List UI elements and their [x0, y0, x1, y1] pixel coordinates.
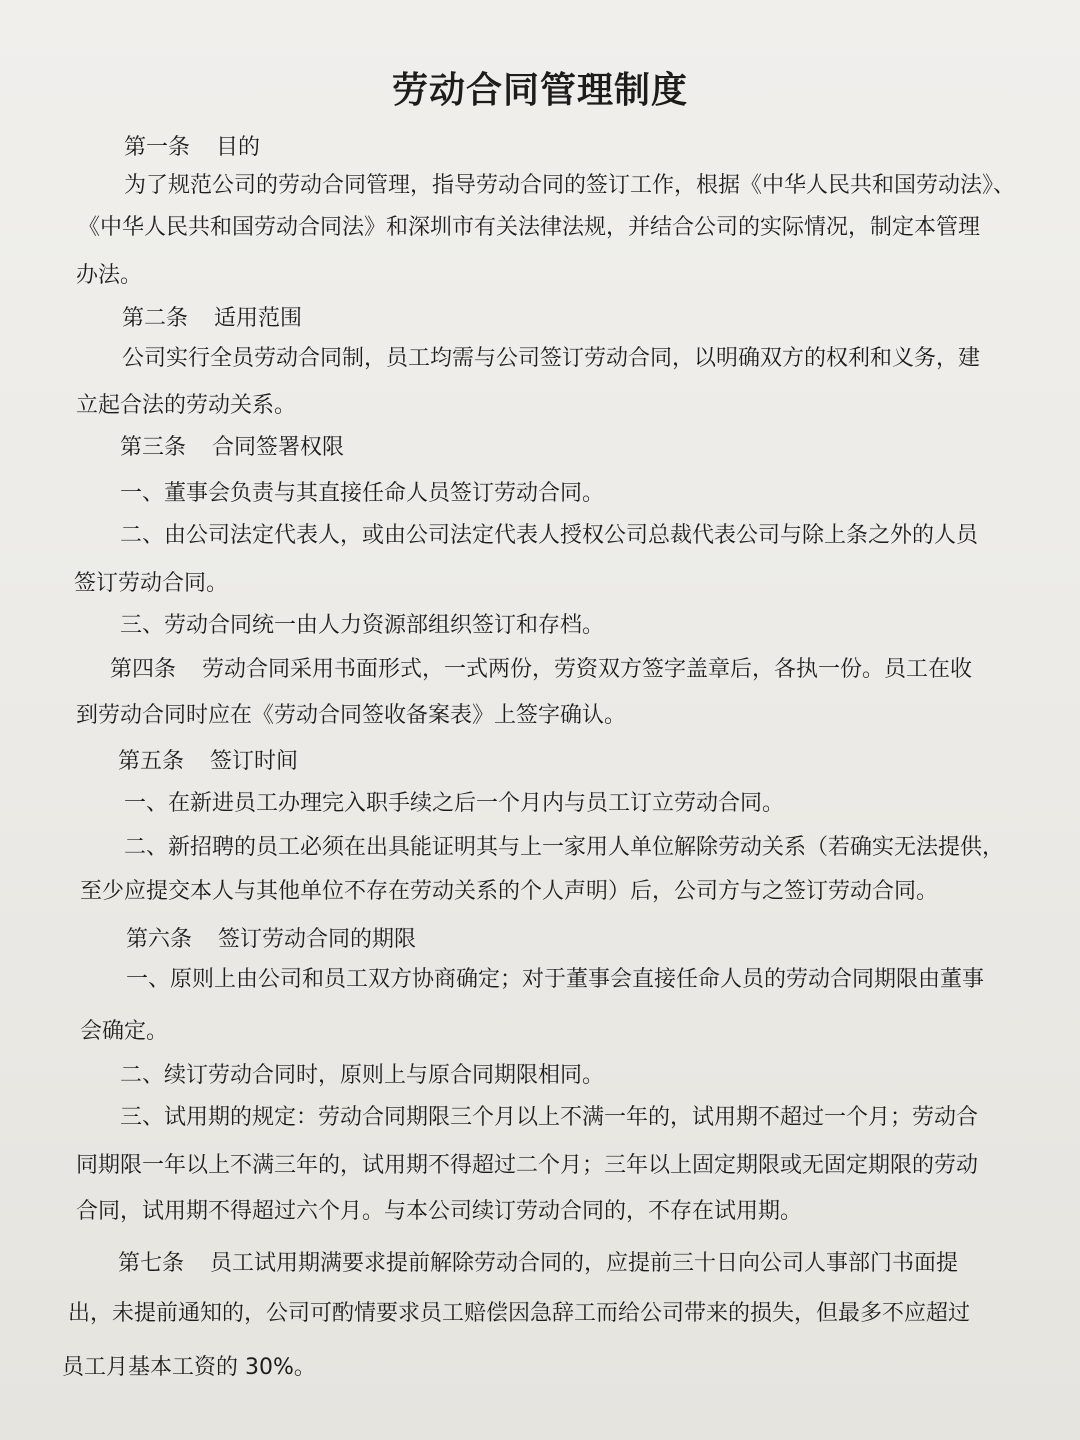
- article-number: 第一条: [124, 135, 191, 160]
- article-title: 合同签署权限: [212, 435, 345, 460]
- paragraph-line: 二、续订劳动合同时，原则上与原合同期限相同。: [120, 1063, 605, 1088]
- article-3-heading: [120, 434, 344, 462]
- article-7-heading: [118, 1250, 958, 1278]
- article-number: 第四条: [110, 657, 177, 682]
- article-number: 第二条: [122, 306, 189, 331]
- paragraph-line: 为了规范公司的劳动合同管理，指导劳动合同的签订工作，根据《中华人民共和国劳动法》、: [124, 173, 1016, 198]
- document-title: 劳动合同管理制度: [391, 70, 688, 111]
- article-title: 劳动合同采用书面形式，一式两份，劳资双方签字盖章后，各执一份。员工在收: [202, 657, 973, 682]
- paragraph-line: 合同，试用期不得超过六个月。与本公司续订劳动合同的，不存在试用期。: [76, 1199, 803, 1224]
- paragraph-line: 出，未提前通知的，公司可酌情要求员工赔偿因急辞工而给公司带来的损失，但最多不应超过: [68, 1301, 971, 1326]
- paragraph-line: 二、由公司法定代表人，或由公司法定代表人授权公司总裁代表公司与除上条之外的人员: [120, 523, 979, 548]
- article-number: 第七条: [118, 1251, 185, 1276]
- paragraph-line: 三、试用期的规定：劳动合同期限三个月以上不满一年的，试用期不超过一个月；劳动合: [120, 1105, 979, 1130]
- article-title: 签订劳动合同的期限: [218, 927, 417, 952]
- paragraph-line: 签订劳动合同。: [74, 571, 229, 596]
- article-title: 目的: [216, 135, 261, 160]
- article-4-heading: [110, 656, 972, 684]
- article-5-heading: [118, 748, 298, 776]
- article-6-heading: [126, 926, 416, 954]
- paragraph-line: 办法。: [76, 263, 143, 288]
- paragraph-line: 公司实行全员劳动合同制，员工均需与公司签订劳动合同，以明确双方的权利和义务，建: [122, 346, 981, 371]
- paragraph-line: 至少应提交本人与其他单位不存在劳动关系的个人声明）后，公司方与之签订劳动合同。: [80, 879, 939, 904]
- article-2-heading: [122, 305, 302, 333]
- article-title: 员工试用期满要求提前解除劳动合同的，应提前三十日向公司人事部门书面提: [210, 1251, 959, 1276]
- article-number: 第六条: [126, 927, 193, 952]
- paragraph-line: 同期限一年以上不满三年的，试用期不得超过二个月；三年以上固定期限或无固定期限的劳动: [76, 1153, 979, 1178]
- article-title: 适用范围: [214, 306, 303, 331]
- paragraph-line: 一、董事会负责与其直接任命人员签订劳动合同。: [120, 481, 605, 506]
- paragraph-line: 到劳动合同时应在《劳动合同签收备案表》上签字确认。: [76, 703, 627, 728]
- paragraph-line: 《中华人民共和国劳动合同法》和深圳市有关法律法规，并结合公司的实际情况，制定本管理: [78, 215, 981, 240]
- article-1-heading: [124, 134, 260, 162]
- article-number: 第五条: [118, 749, 185, 774]
- paragraph-line: 会确定。: [80, 1019, 169, 1044]
- paragraph-line: 一、原则上由公司和员工双方协商确定；对于董事会直接任命人员的劳动合同期限由董事: [126, 967, 985, 992]
- paragraph-line: 立起合法的劳动关系。: [76, 393, 297, 418]
- paragraph-line: 员工月基本工资的 30%。: [62, 1355, 316, 1380]
- article-number: 第三条: [120, 435, 187, 460]
- paragraph-line: 一、在新进员工办理完入职手续之后一个月内与员工订立劳动合同。: [124, 791, 785, 816]
- paragraph-line: 二、新招聘的员工必须在出具能证明其与上一家用人单位解除劳动关系（若确实无法提供，: [124, 835, 1005, 860]
- paragraph-line: 三、劳动合同统一由人力资源部组织签订和存档。: [120, 613, 605, 638]
- article-title: 签订时间: [210, 749, 299, 774]
